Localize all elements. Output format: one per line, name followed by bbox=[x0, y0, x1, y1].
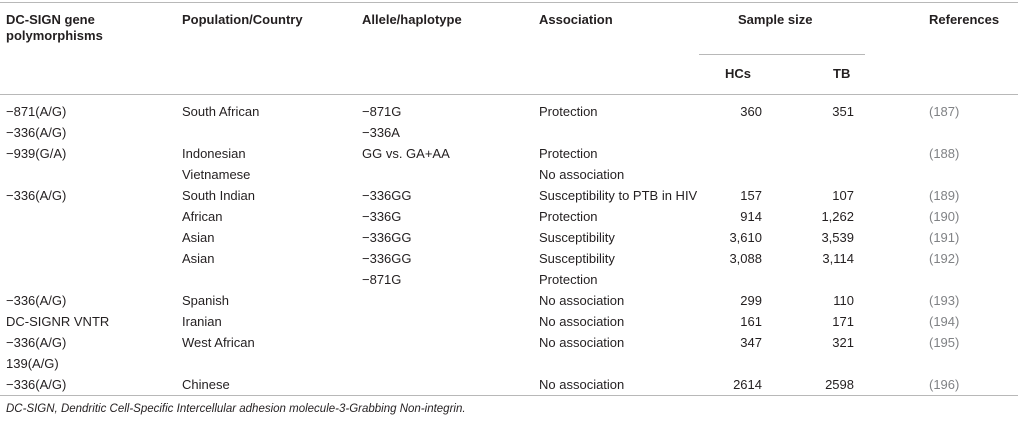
cell-association: Protection bbox=[539, 146, 598, 161]
cell-population: Asian bbox=[182, 230, 215, 245]
header-polymorphism: DC-SIGN gene polymorphisms bbox=[6, 12, 103, 43]
header-bottom-rule bbox=[0, 94, 1018, 95]
cell-population: South African bbox=[182, 104, 260, 119]
cell-allele: −336GG bbox=[362, 251, 412, 266]
cell-allele: −336GG bbox=[362, 230, 412, 245]
cell-reference: (192) bbox=[929, 251, 960, 266]
cell-association: Susceptibility bbox=[539, 230, 615, 245]
cell-tb: 1,262 bbox=[821, 209, 854, 224]
cell-polymorphism: −939(G/A) bbox=[6, 146, 67, 161]
cell-tb: 110 bbox=[833, 293, 854, 308]
cell-polymorphism: −336(A/G) bbox=[6, 125, 67, 140]
cell-hcs: 2614 bbox=[733, 377, 762, 392]
cell-allele: −871G bbox=[362, 104, 402, 119]
header-hcs: HCs bbox=[725, 66, 752, 81]
cell-hcs: 360 bbox=[740, 104, 762, 119]
header-sample-size: Sample size bbox=[738, 12, 813, 27]
cell-polymorphism: −336(A/G) bbox=[6, 335, 67, 350]
cell-association: No association bbox=[539, 377, 625, 392]
cell-polymorphism: −336(A/G) bbox=[6, 293, 67, 308]
cell-reference: (193) bbox=[929, 293, 960, 308]
cell-reference: (190) bbox=[929, 209, 960, 224]
cell-tb: 3,539 bbox=[821, 230, 854, 245]
header-tb: TB bbox=[833, 66, 851, 81]
cell-population: African bbox=[182, 209, 223, 224]
table-top-rule bbox=[0, 2, 1018, 3]
cell-population: Iranian bbox=[182, 314, 222, 329]
cell-association: Susceptibility to PTB in HIV bbox=[539, 188, 698, 203]
cell-reference: (191) bbox=[929, 230, 960, 245]
cell-reference: (194) bbox=[929, 314, 960, 329]
cell-population: Chinese bbox=[182, 377, 230, 392]
cell-reference: (188) bbox=[929, 146, 960, 161]
header-references: References bbox=[929, 12, 1000, 27]
cell-allele: GG vs. GA+AA bbox=[362, 146, 450, 161]
cell-population: South Indian bbox=[182, 188, 256, 203]
cell-polymorphism: DC-SIGNR VNTR bbox=[6, 314, 110, 329]
cell-association: Protection bbox=[539, 209, 598, 224]
cell-tb: 2598 bbox=[825, 377, 854, 392]
cell-polymorphism: −871(A/G) bbox=[6, 104, 67, 119]
header-population: Population/Country bbox=[182, 12, 303, 27]
cell-hcs: 299 bbox=[740, 293, 762, 308]
cell-population: West African bbox=[182, 335, 255, 350]
cell-hcs: 161 bbox=[740, 314, 762, 329]
cell-tb: 351 bbox=[832, 104, 854, 119]
cell-allele: −871G bbox=[362, 272, 402, 287]
cell-population: Asian bbox=[182, 251, 215, 266]
cell-tb: 107 bbox=[832, 188, 854, 203]
cell-polymorphism: −336(A/G) bbox=[6, 188, 67, 203]
cell-reference: (189) bbox=[929, 188, 960, 203]
header-association: Association bbox=[539, 12, 613, 27]
cell-hcs: 914 bbox=[740, 209, 762, 224]
cell-reference: (187) bbox=[929, 104, 960, 119]
cell-reference: (195) bbox=[929, 335, 960, 350]
cell-reference: (196) bbox=[929, 377, 960, 392]
cell-polymorphism: 139(A/G) bbox=[6, 356, 59, 371]
cell-association: Protection bbox=[539, 272, 598, 287]
cell-population: Spanish bbox=[182, 293, 229, 308]
sample-size-subrule bbox=[699, 54, 865, 55]
cell-allele: −336A bbox=[362, 125, 400, 140]
table-bottom-rule bbox=[0, 395, 1018, 396]
cell-polymorphism: −336(A/G) bbox=[6, 377, 67, 392]
cell-hcs: 157 bbox=[740, 188, 762, 203]
cell-allele: −336GG bbox=[362, 188, 412, 203]
cell-tb: 3,114 bbox=[822, 251, 854, 266]
cell-hcs: 3,088 bbox=[729, 251, 762, 266]
cell-tb: 171 bbox=[832, 314, 854, 329]
cell-association: No association bbox=[539, 314, 625, 329]
cell-association: Susceptibility bbox=[539, 251, 615, 266]
header-allele: Allele/haplotype bbox=[362, 12, 462, 27]
table-footnote: DC-SIGN, Dendritic Cell-Specific Intercellular adhesion molecule-3-Grabbing Non-integrin. bbox=[6, 403, 466, 415]
cell-association: No association bbox=[539, 167, 625, 182]
cell-association: Protection bbox=[539, 104, 598, 119]
cell-association: No association bbox=[539, 293, 625, 308]
cell-hcs: 347 bbox=[740, 335, 762, 350]
cell-tb: 321 bbox=[832, 335, 854, 350]
cell-population: Indonesian bbox=[182, 146, 246, 161]
cell-hcs: 3,610 bbox=[729, 230, 762, 245]
cell-population: Vietnamese bbox=[182, 167, 251, 182]
cell-allele: −336G bbox=[362, 209, 402, 224]
cell-association: No association bbox=[539, 335, 625, 350]
